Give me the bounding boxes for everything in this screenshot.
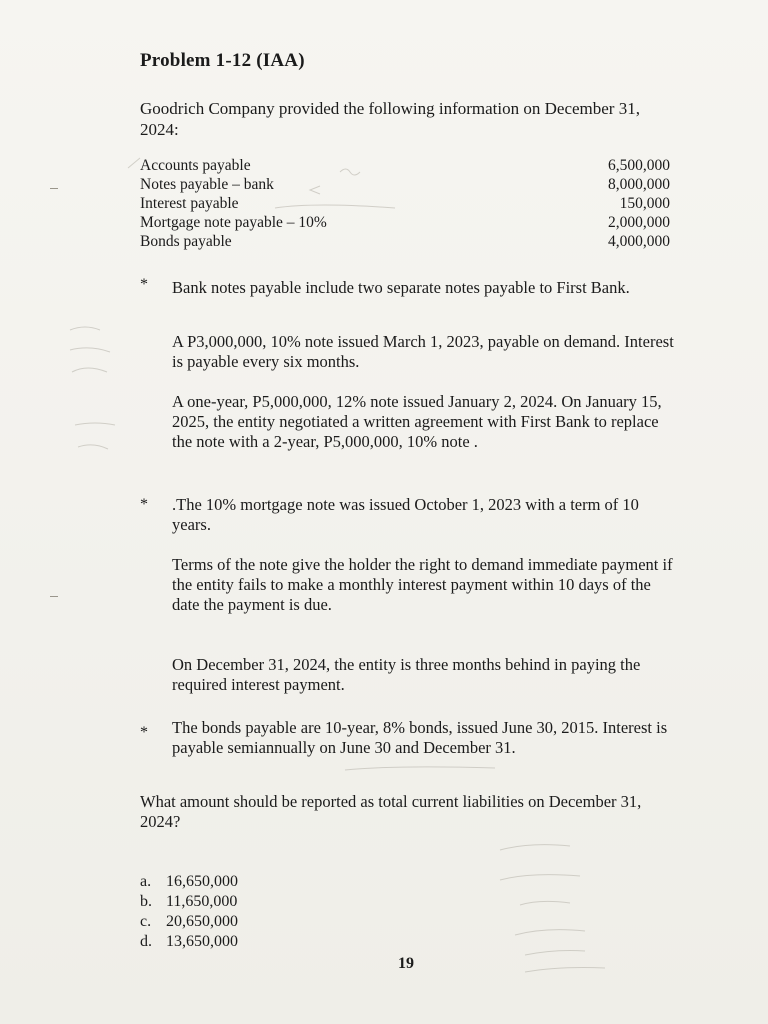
choice-letter: b. xyxy=(140,893,152,910)
margin-mark xyxy=(50,188,58,189)
choice-value: 11,650,000 xyxy=(166,893,238,910)
liability-row xyxy=(140,232,670,251)
liability-amount: 6,500,000 xyxy=(608,157,670,174)
problem-intro: Goodrich Company provided the following information on December 31, 2024: xyxy=(140,99,640,139)
liabilities-list xyxy=(140,156,670,251)
page-number: 19 xyxy=(398,955,414,972)
bonds-note: The bonds payable are 10-year, 8% bonds, issued June 30, 2015. Interest is payable semiannually on June 30 and December 31. xyxy=(172,718,668,757)
bullet-marker: * xyxy=(140,276,148,293)
liability-amount: 150,000 xyxy=(619,195,670,212)
answer-choices xyxy=(140,872,238,952)
choice-value: 20,650,000 xyxy=(166,913,238,930)
answer-choice[interactable] xyxy=(140,872,238,892)
liability-row xyxy=(140,194,670,213)
mortgage-note-1: .The 10% mortgage note was issued October 1, 2023 with a term of 10 years. xyxy=(172,495,639,534)
liability-label: Bonds payable xyxy=(140,233,232,250)
liability-label: Accounts payable xyxy=(140,157,251,174)
mortgage-note-2: Terms of the note give the holder the right to demand immediate payment if the entity fails to make a monthly interest payment within 10 days of the date the payment is due. xyxy=(172,555,673,614)
choice-letter: a. xyxy=(140,873,152,890)
liability-label: Interest payable xyxy=(140,195,239,212)
liability-row xyxy=(140,213,670,232)
choice-letter: c. xyxy=(140,913,152,930)
problem-title: Problem 1-12 (IAA) xyxy=(140,50,305,71)
answer-choice[interactable] xyxy=(140,932,238,952)
question-text: What amount should be reported as total current liabilities on December 31, 2024? xyxy=(140,792,642,831)
choice-value: 16,650,000 xyxy=(166,873,238,890)
bullet-marker: * xyxy=(140,496,148,513)
answer-choice[interactable] xyxy=(140,892,238,912)
bullet-marker: * xyxy=(140,724,148,741)
liability-row xyxy=(140,175,670,194)
liability-label: Notes payable – bank xyxy=(140,176,274,193)
liability-amount: 4,000,000 xyxy=(608,233,670,250)
margin-mark xyxy=(50,596,58,597)
choice-letter: d. xyxy=(140,933,152,950)
liability-label: Mortgage note payable – 10% xyxy=(140,214,327,231)
bank-note-1: A P3,000,000, 10% note issued March 1, 2023, payable on demand. Interest is payable every six months. xyxy=(172,332,674,371)
bank-notes-intro: Bank notes payable include two separate notes payable to First Bank. xyxy=(172,278,630,297)
liability-row xyxy=(140,156,670,175)
liability-amount: 8,000,000 xyxy=(608,176,670,193)
liability-amount: 2,000,000 xyxy=(608,214,670,231)
choice-value: 13,650,000 xyxy=(166,933,238,950)
bank-note-2: A one-year, P5,000,000, 12% note issued January 2, 2024. On January 15, 2025, the entity negotiated a written agreement with First Bank to replace the note with a 2-year, P5,000,000, 10% note . xyxy=(172,392,662,451)
answer-choice[interactable] xyxy=(140,912,238,932)
mortgage-note-3: On December 31, 2024, the entity is three months behind in paying the required interest payment. xyxy=(172,655,641,694)
